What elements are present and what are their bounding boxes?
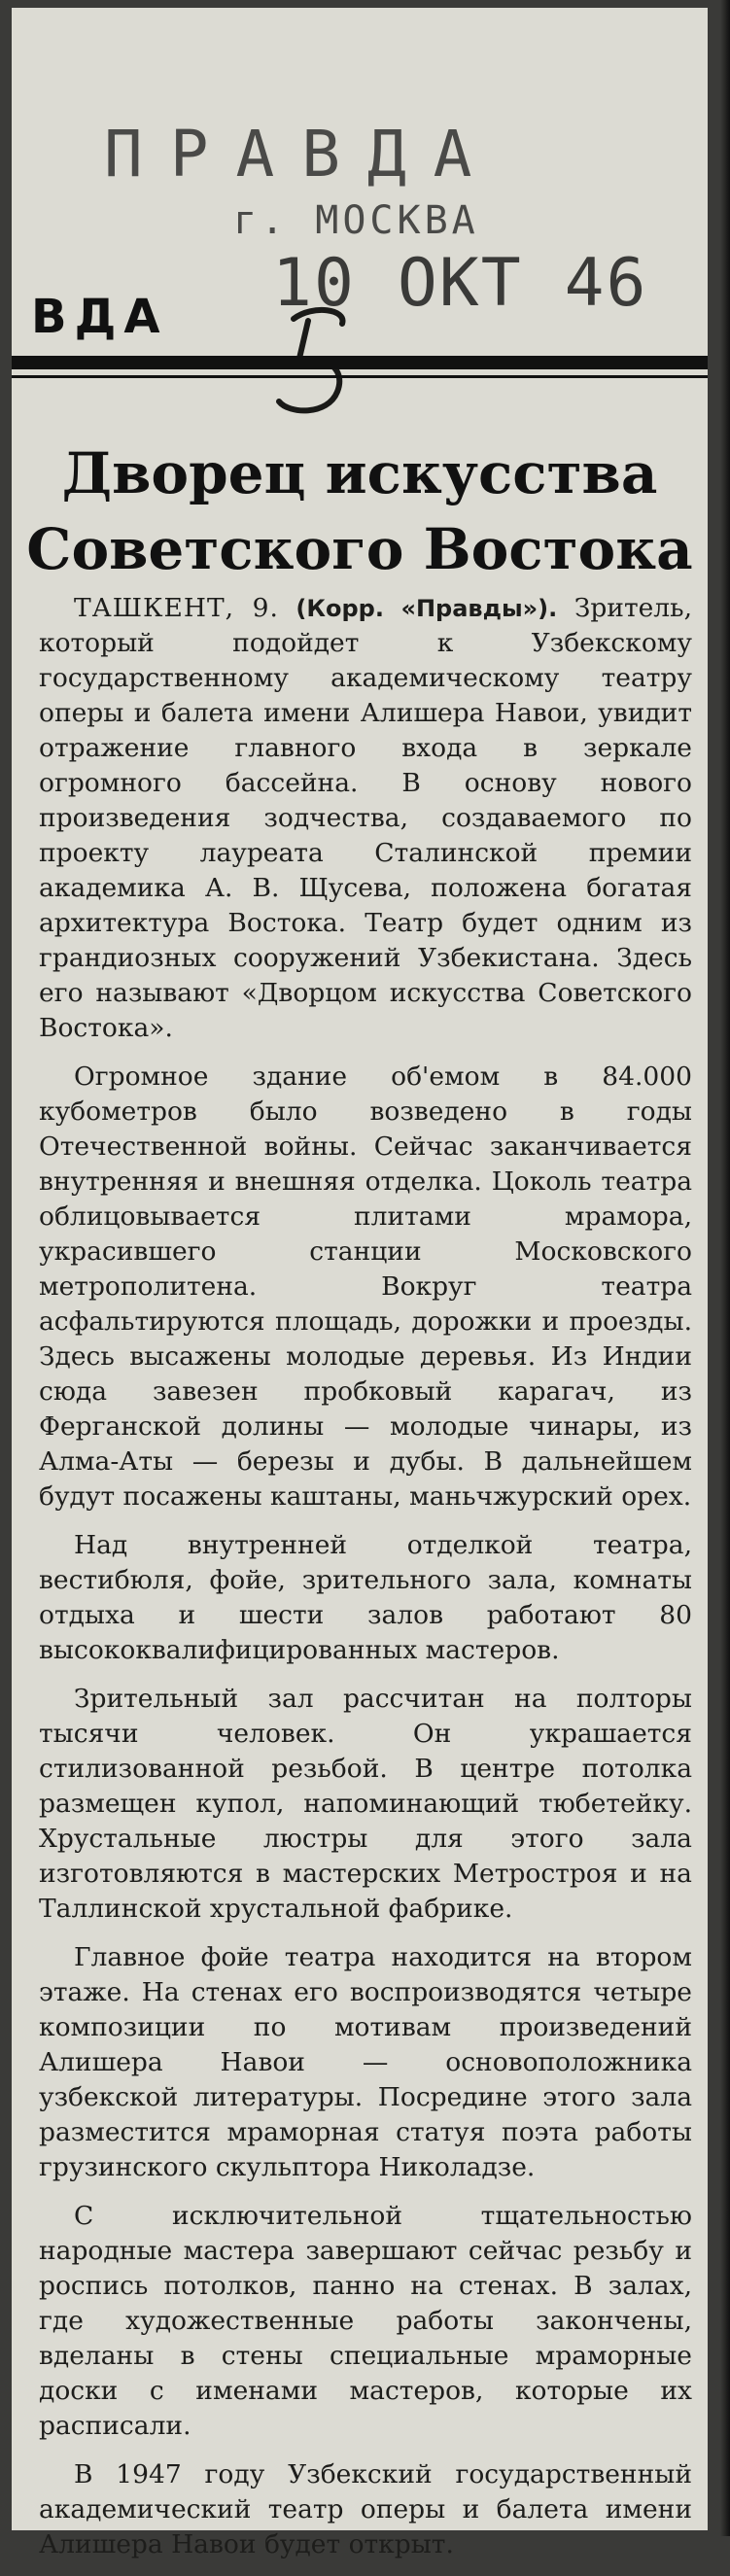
stamp-city: г. МОСКВА bbox=[233, 198, 479, 243]
article-headline bbox=[12, 435, 708, 587]
article-paragraph: Зрительный зал рассчитан на полторы тысячи человек. Он украшается стилизованной резьбой. В центре потолка размещен купол, напоминающий тюбетейку. Хрустальные люстры для этого зала изготовляются в мастерских Метростроя и на Таллинской хрустальной фабрике. bbox=[39, 1684, 692, 1924]
headline-line-2: Советского Востока bbox=[26, 516, 693, 582]
masthead-rule-thin bbox=[12, 375, 708, 378]
newspaper-clipping bbox=[12, 8, 708, 2559]
article-paragraph: Огромное здание об'емом в 84.000 кубометров было возведено в годы Отечественной войны. Сейчас заканчивается внутренняя и внешняя отделка. Цоколь театра облицовывается плитами мрамора, украсившего станции Московского метрополитена. Вокруг театра асфальтируются площадь, дорожки и проезды. Здесь высажены молодые деревья. Из Индии сюда завезен пробковый карагач, из Ферганской долины — молодые чинары, из Алма-Аты — березы и дубы. В дальнейшем будут посажены каштаны, маньчжурский орех. bbox=[39, 1062, 692, 1512]
stamp-date: 10 ОКТ 46 bbox=[272, 245, 648, 322]
stamp-paper-name: ПРАВДА bbox=[104, 117, 500, 191]
correspondent-credit: (Корр. «Правды»). bbox=[295, 595, 558, 622]
article-paragraph: Главное фойе театра находится на втором этаже. На стенах его воспроизводятся четыре композиции по мотивам произведений Алишера Навои — основоположника узбекской литературы. Посредине этого зала разместится мраморная статуя поэта работы грузинского скульптора Николадзе. bbox=[39, 1942, 692, 2182]
paragraph-text: Зритель, который подойдет к Узбекскому государственному академическому театру оперы и балета имени Алишера Навои, увидит отражение главного входа в зеркале огромного бассейна. В основу нового произведения зодчества, создаваемого по проекту лауреата Сталинской премии академика А. В. Щусева, положена богатая архитектура Востока. Театр будет одним из грандиозных сооружений Узбекистана. Здесь его называют «Дворцом искусства Советского Востока». bbox=[39, 593, 692, 1043]
article-paragraph: С исключительной тщательностью народные мастера завершают сейчас резьбу и роспись потолков, панно на стенах. В залах, где художественные работы закончены, вделаны в стены специальные мраморные доски с именами мастеров, которые их расписали. bbox=[39, 2201, 692, 2441]
headline-line-1: Дворец искусства bbox=[61, 440, 658, 506]
article-body bbox=[39, 591, 692, 2576]
masthead-rule-thick bbox=[12, 356, 708, 369]
article-paragraph bbox=[39, 591, 692, 1046]
dateline: ТАШКЕНТ, 9. bbox=[74, 593, 279, 623]
masthead-fragment: ВДА bbox=[31, 290, 168, 344]
scan-edge bbox=[720, 0, 730, 2536]
article-paragraph: Над внутренней отделкой театра, вестибюля, фойе, зрительного зала, комнаты отдыха и шести залов работают 80 высококвалифицированных мастеров. bbox=[39, 1530, 692, 1665]
article-paragraph: В 1947 году Узбекский государственный академический театр оперы и балета имени Алишера Навои будет открыт. bbox=[39, 2459, 692, 2559]
